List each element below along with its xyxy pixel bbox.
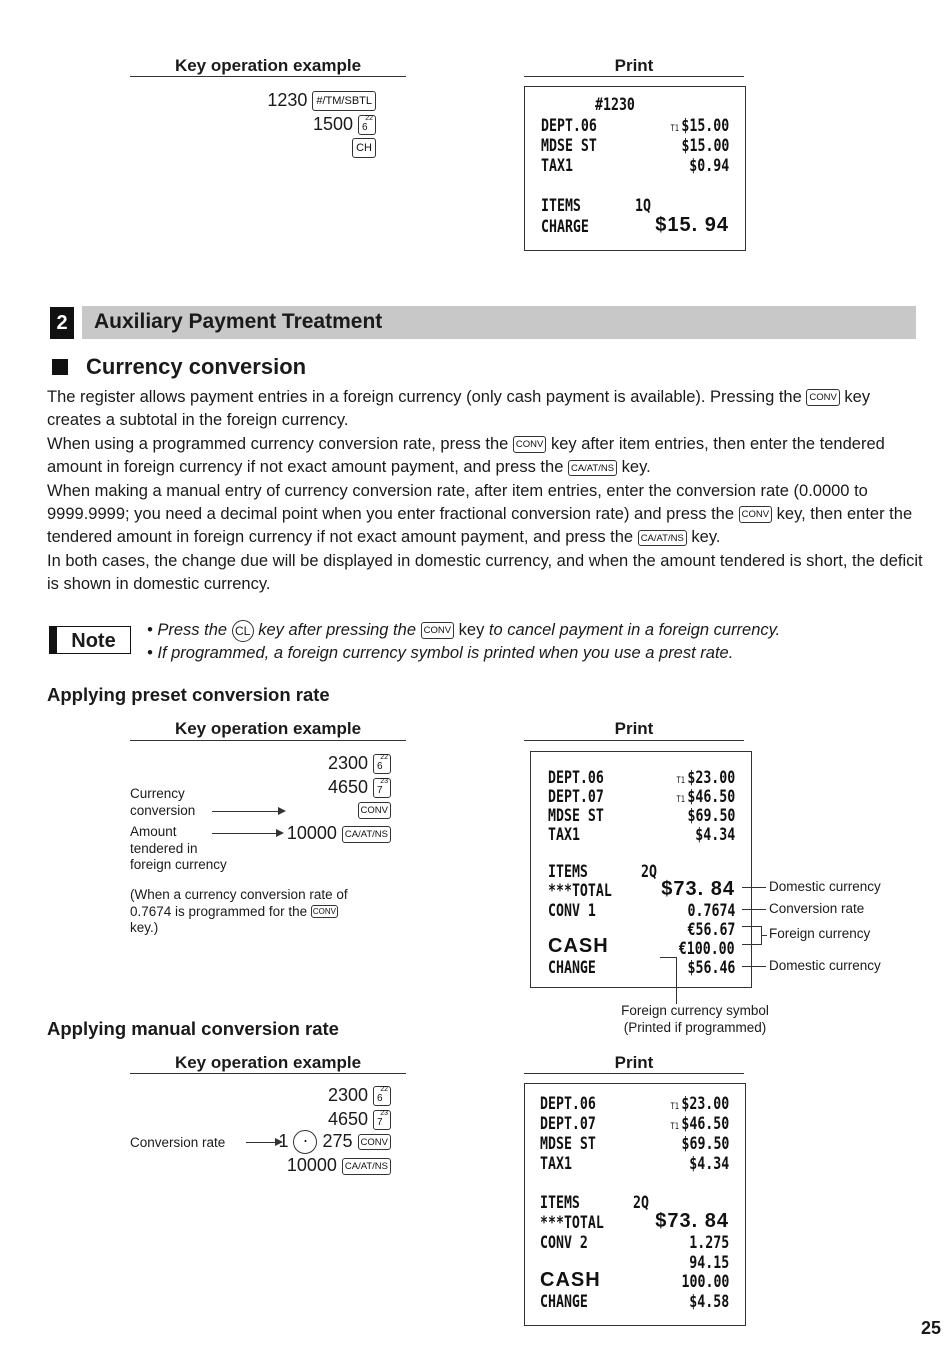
conv-key: CONV <box>358 802 391 819</box>
entry-value: 1230 <box>267 90 308 110</box>
receipt-cash-value: €100.00 <box>679 939 735 959</box>
note-line: • Press the CL key after pressing the CONV key to cancel payment in a foreign currency. <box>147 619 780 642</box>
receipt-line-value: T1 $15.00 <box>670 116 729 136</box>
conv-key: CONV <box>739 506 772 523</box>
clear-key: CL <box>232 620 254 642</box>
receipt-line-label: TAX1 <box>548 825 580 845</box>
receipt-items-label: ITEMS <box>541 196 581 216</box>
print-heading: Print <box>614 1053 654 1072</box>
foreign-currency-symbol-annotation: Foreign currency symbol (Printed if programmed) <box>621 1003 769 1035</box>
decimal-point-key: · <box>293 1130 317 1154</box>
pointer-line <box>742 909 766 910</box>
key-operation-line <box>287 1155 391 1176</box>
conversion-rate-annotation: Conversion rate <box>769 901 865 916</box>
conv-key: CONV <box>358 1134 391 1151</box>
page-number: 25 <box>920 1318 941 1338</box>
receipt-charge-value: $15. 94 <box>655 214 729 236</box>
arrow-head-icon <box>275 1138 283 1146</box>
receipt-change-value: $4.58 <box>689 1292 729 1312</box>
print-heading: Print <box>614 56 654 75</box>
body-text <box>47 386 927 597</box>
receipt-foreign-value: 94.15 <box>689 1253 729 1273</box>
key-operation-line <box>267 90 376 111</box>
conversion-rate-footnote: (When a currency conversion rate of 0.7674 is programmed for the CONV key.) <box>130 887 348 935</box>
note-line: • If programmed, a foreign currency symbol is printed when you use a prest rate. <box>147 643 734 662</box>
receipt-conv-value: 1.275 <box>689 1233 729 1253</box>
divider <box>130 740 406 741</box>
department-key: 22 6 <box>373 1086 391 1106</box>
pointer-line <box>212 811 278 812</box>
receipt-change-label: CHANGE <box>540 1292 588 1312</box>
conversion-rate-label: Conversion rate <box>130 1135 226 1150</box>
foreign-currency-annotation: Foreign currency <box>769 926 871 941</box>
pointer-line <box>246 1142 276 1143</box>
key-operation-line <box>352 137 376 158</box>
print-heading: Print <box>614 719 654 738</box>
receipt-line-value: T1 $23.00 <box>670 1094 729 1114</box>
department-key: 23 7 <box>373 778 391 798</box>
paragraph: When using a programmed currency conversion rate, press the CONV key after item entries, then enter the tendered amount in foreign currency if not exact amount payment, and press the CA/AT/NS key. <box>47 434 885 477</box>
receipt-cash-label: CASH <box>540 1269 601 1291</box>
note-label: Note <box>49 626 131 654</box>
preset-heading: Applying preset conversion rate <box>47 684 330 705</box>
receipt-line-value: T1 $46.50 <box>676 787 735 807</box>
square-bullet-icon <box>52 359 68 375</box>
receipt-line-value: $4.34 <box>689 1154 729 1174</box>
conv-key: CONV <box>312 907 336 917</box>
receipt-line-label: DEPT.06 <box>540 1094 596 1114</box>
key-operation-line <box>287 823 391 844</box>
receipt-line-label: DEPT.06 <box>541 116 597 136</box>
receipt-line-value: $69.50 <box>681 1134 729 1154</box>
cash-key: CA/AT/NS <box>638 530 687 547</box>
receipt-items-value: 2Q <box>641 862 657 882</box>
printed-receipt <box>524 86 746 251</box>
receipt-line-label: MDSE ST <box>540 1134 596 1154</box>
pointer-line <box>742 887 766 888</box>
tm-subtotal-key: #/TM/SBTL <box>312 91 376 111</box>
entry-value: 4650 <box>327 1109 368 1129</box>
entry-value: 1 <box>278 1130 289 1151</box>
receipt-line-label: TAX1 <box>540 1154 572 1174</box>
receipt-line-value: T1 $23.00 <box>676 768 735 788</box>
arrow-head-icon <box>276 829 284 837</box>
receipt-number: #1230 <box>595 95 635 115</box>
receipt-change-label: CHANGE <box>548 958 596 978</box>
divider <box>130 76 406 77</box>
entry-value: 2300 <box>327 1085 368 1105</box>
bracket-line <box>742 944 762 945</box>
key-operation-line <box>328 777 391 798</box>
receipt-total-label: ***TOTAL <box>540 1213 604 1233</box>
receipt-items-value: 1Q <box>635 196 651 216</box>
note-text <box>147 619 780 664</box>
paragraph: When making a manual entry of currency conversion rate, after item entries, enter the conversion rate (0.0000 to 9999.9999; you need a decimal point when you enter fractional conversion rate) and press the CONV key, then enter the tendered amount in foreign currency if not exact amount payment, and press the CA/AT/NS key. <box>47 481 913 547</box>
pointer-line <box>761 935 767 936</box>
key-operation-line <box>313 114 376 135</box>
key-operation-heading: Key operation example <box>174 1053 362 1072</box>
pointer-line <box>742 966 766 967</box>
receipt-change-value: $56.46 <box>687 958 735 978</box>
department-key: 22 6 <box>373 754 391 774</box>
receipt-line-label: DEPT.06 <box>548 768 604 788</box>
domestic-currency-annotation: Domestic currency <box>769 879 881 894</box>
entry-value: 10000 <box>286 823 337 843</box>
printed-receipt <box>530 751 752 988</box>
receipt-line-label: TAX1 <box>541 156 573 176</box>
entry-value: 2300 <box>327 753 368 773</box>
receipt-line-label: DEPT.07 <box>548 787 604 807</box>
receipt-items-label: ITEMS <box>540 1193 580 1213</box>
key-operation-line <box>278 1130 391 1154</box>
pointer-line <box>660 957 676 958</box>
divider <box>524 76 744 77</box>
section-number-badge: 2 <box>50 307 74 339</box>
amount-tendered-label: Amount tendered in foreign currency <box>130 824 227 872</box>
receipt-conv-label: CONV 1 <box>548 901 596 921</box>
key-operation-line <box>328 753 391 774</box>
receipt-line-value: $69.50 <box>687 806 735 826</box>
conv-key: CONV <box>513 436 546 453</box>
entry-value: 1500 <box>312 114 353 134</box>
receipt-foreign-value: €56.67 <box>687 920 735 940</box>
receipt-line-label: DEPT.07 <box>540 1114 596 1134</box>
divider <box>130 1073 406 1074</box>
receipt-charge-label: CHARGE <box>541 217 589 237</box>
charge-key: CH <box>352 138 376 158</box>
paragraph: The register allows payment entries in a foreign currency (only cash payment is available). Pressing the CONV key creates a subtotal in the foreign currency. <box>47 388 871 430</box>
receipt-total-value: $73. 84 <box>655 1210 729 1232</box>
pointer-line <box>676 957 677 1004</box>
receipt-line-value: T1 $46.50 <box>670 1114 729 1134</box>
receipt-items-label: ITEMS <box>548 862 588 882</box>
domestic-currency-annotation: Domestic currency <box>769 958 881 973</box>
conv-key: CONV <box>421 622 454 639</box>
receipt-total-value: $73. 84 <box>661 878 735 900</box>
receipt-conv-label: CONV 2 <box>540 1233 588 1253</box>
key-operation-line <box>328 1109 391 1130</box>
divider <box>524 740 744 741</box>
receipt-cash-label: CASH <box>548 935 609 957</box>
receipt-line-label: MDSE ST <box>541 136 597 156</box>
receipt-line-value: $4.34 <box>695 825 735 845</box>
conv-key: CONV <box>806 389 839 406</box>
key-operation-line <box>328 1085 391 1106</box>
subsection-title: Currency conversion <box>86 354 307 379</box>
section-title: Auxiliary Payment Treatment <box>94 310 383 333</box>
manual-heading: Applying manual conversion rate <box>47 1018 339 1039</box>
receipt-line-value: $0.94 <box>689 156 729 176</box>
entry-value: 275 <box>322 1130 353 1151</box>
cash-key: CA/AT/NS <box>342 826 391 843</box>
key-operation-heading: Key operation example <box>174 719 362 738</box>
receipt-line-label: MDSE ST <box>548 806 604 826</box>
arrow-head-icon <box>278 807 286 815</box>
divider <box>524 1073 744 1074</box>
currency-conversion-label: Currency conversion <box>130 786 196 818</box>
entry-value: 4650 <box>327 777 368 797</box>
key-operation-line <box>358 799 391 820</box>
department-key: 22 6 <box>358 115 376 135</box>
receipt-conv-value: 0.7674 <box>687 901 735 921</box>
receipt-total-label: ***TOTAL <box>548 881 612 901</box>
entry-value: 10000 <box>286 1155 337 1175</box>
receipt-items-value: 2Q <box>633 1193 649 1213</box>
bracket-line <box>742 926 762 927</box>
cash-key: CA/AT/NS <box>342 1158 391 1175</box>
department-key: 23 7 <box>373 1110 391 1130</box>
pointer-line <box>212 833 276 834</box>
cash-key: CA/AT/NS <box>568 460 617 477</box>
paragraph: In both cases, the change due will be displayed in domestic currency, and when the amount tendered is short, the deficit is shown in domestic currency. <box>47 551 923 594</box>
receipt-line-value: $15.00 <box>681 136 729 156</box>
key-operation-heading: Key operation example <box>174 56 362 75</box>
receipt-cash-value: 100.00 <box>681 1272 729 1292</box>
printed-receipt <box>524 1083 746 1326</box>
